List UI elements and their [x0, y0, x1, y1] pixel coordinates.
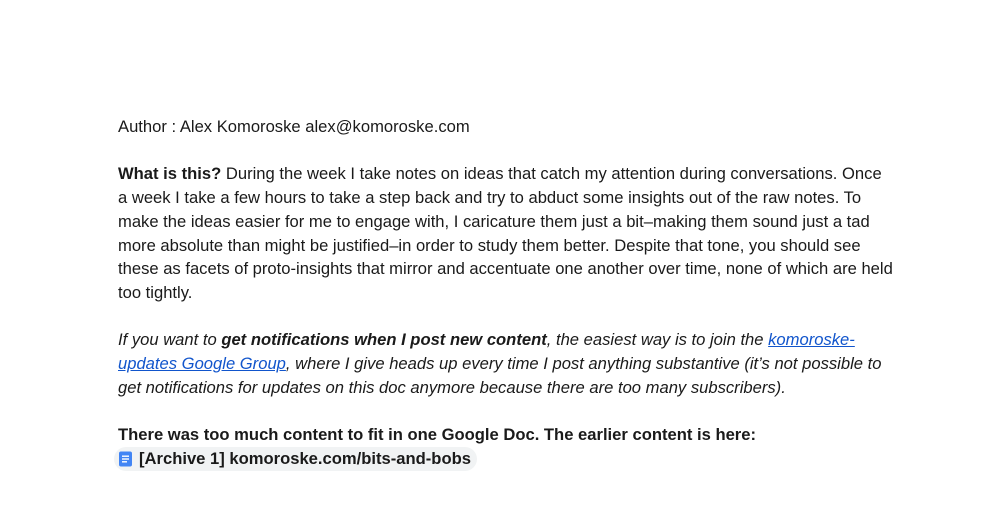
archive-line	[118, 447, 893, 474]
archive-doc-chip[interactable]	[114, 447, 477, 471]
notifications-middle: , the easiest way is to join the	[546, 330, 769, 350]
notifications-emphasis: get notifications when I post new content	[221, 330, 547, 350]
notifications-tail: , where I give heads up every time I post anything substantive (it’s not possible to get notifications for updates on this doc anymore because there are too many subscribers).	[118, 354, 882, 397]
spacer	[118, 139, 893, 163]
notifications-paragraph	[118, 328, 893, 399]
author-name: Alex Komoroske	[179, 117, 301, 136]
intro-paragraph	[118, 162, 893, 304]
author-email: alex@komoroske.com	[305, 117, 470, 136]
intro-heading: What is this?	[118, 164, 222, 184]
author-prefix: Author :	[118, 117, 180, 136]
author-line	[118, 115, 893, 139]
intro-body: During the week I take notes on ideas that catch my attention during conversations. Once a week I take a few hours to take a step back and try to abduct some insights out of the raw notes. To make the ideas easier for me to engage with, I caricature them just a bit–making them sound just a tad more absolute than might be justified–in order to study them better. Despite that tone, you should see these as facets of proto-insights that mirror and accentuate one another over time, none of which are held too tightly.	[118, 164, 893, 302]
google-docs-icon	[118, 451, 133, 467]
spacer	[118, 399, 893, 423]
archive-chip-label: [Archive 1] komoroske.com/bits-and-bobs	[139, 448, 471, 468]
google-group-link[interactable]: komoroske-updates Google Group	[118, 330, 855, 373]
notifications-lead: If you want to	[118, 330, 222, 350]
spacer	[118, 305, 893, 329]
archive-heading: There was too much content to fit in one Google Doc. The earlier content is here:	[118, 425, 757, 445]
document-body	[118, 115, 893, 474]
